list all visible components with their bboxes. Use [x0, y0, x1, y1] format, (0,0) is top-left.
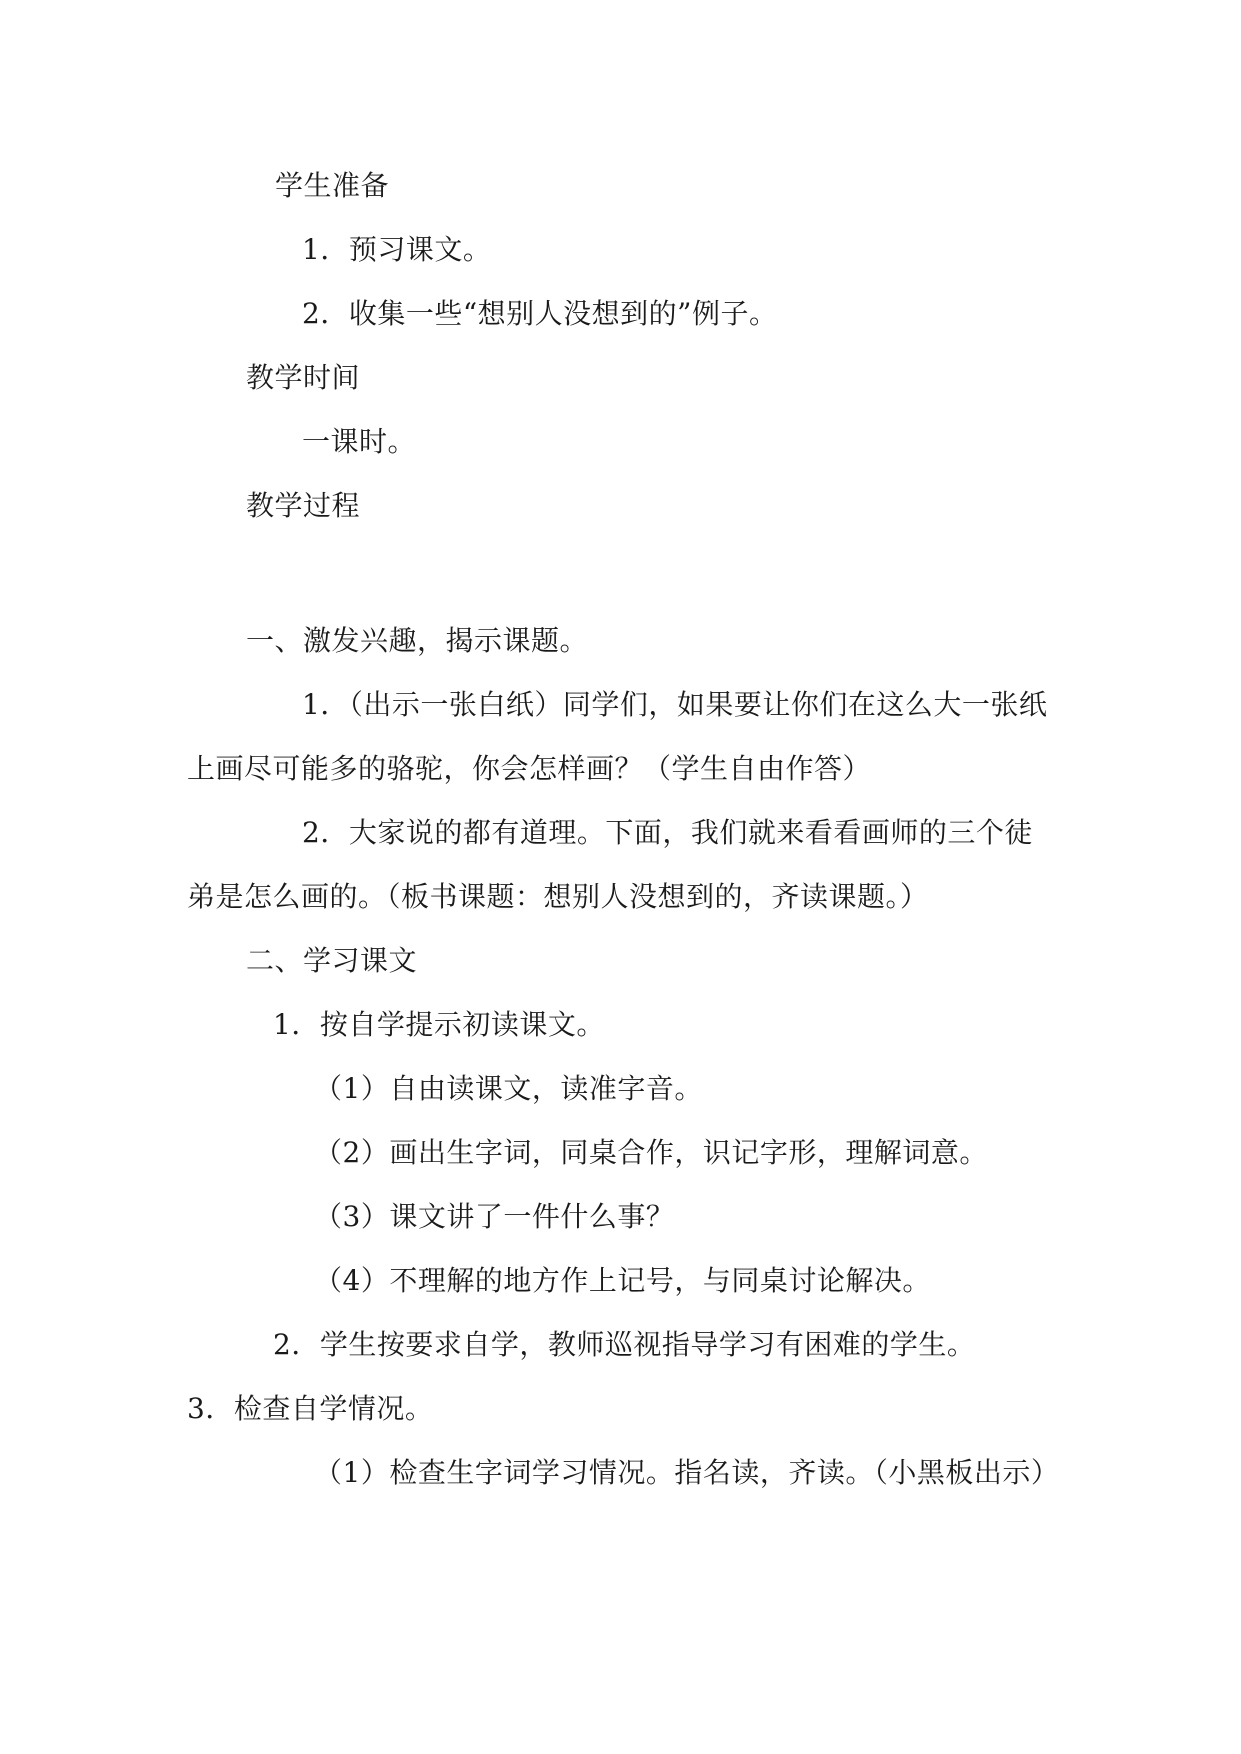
section-1-paragraph-1-line-1: 1．（出示一张白纸）同学们，如果要让你们在这么大一张纸 — [302, 688, 1048, 721]
teaching-time-text: 一课时。 — [302, 425, 417, 458]
section-2-sub-item-3: （3）课文讲了一件什么事？ — [314, 1200, 675, 1233]
section-2-step-3: 3．检查自学情况。 — [187, 1392, 434, 1425]
section-1-paragraph-2-line-1: 2．大家说的都有道理。下面，我们就来看看画师的三个徒 — [302, 816, 1033, 849]
student-prep-item-2: 2．收集一些“想别人没想到的”例子。 — [302, 297, 778, 330]
section-2-check-item-1: （1）检查生字词学习情况。指名读，齐读。（小黑板出示） — [314, 1456, 1060, 1489]
student-prep-heading: 学生准备 — [275, 169, 390, 202]
teaching-process-heading: 教学过程 — [246, 489, 361, 522]
section-1-paragraph-1-line-2: 上画尽可能多的骆驼，你会怎样画？（学生自由作答） — [187, 752, 872, 785]
section-2-step-1: 1．按自学提示初读课文。 — [273, 1008, 605, 1041]
section-2-heading: 二、学习课文 — [246, 944, 418, 977]
section-2-step-2: 2．学生按要求自学，教师巡视指导学习有困难的学生。 — [273, 1328, 976, 1361]
section-1-heading: 一、激发兴趣，揭示课题。 — [246, 624, 589, 657]
section-1-paragraph-2-line-2: 弟是怎么画的。（板书课题：想别人没想到的，齐读课题。） — [187, 880, 929, 913]
section-2-sub-item-1: （1）自由读课文，读准字音。 — [314, 1072, 703, 1105]
section-2-sub-item-2: （2）画出生字词，同桌合作，识记字形，理解词意。 — [314, 1136, 988, 1169]
student-prep-item-1: 1．预习课文。 — [302, 233, 492, 266]
teaching-time-heading: 教学时间 — [246, 361, 361, 394]
section-2-sub-item-4: （4）不理解的地方作上记号，与同桌讨论解决。 — [314, 1264, 931, 1297]
